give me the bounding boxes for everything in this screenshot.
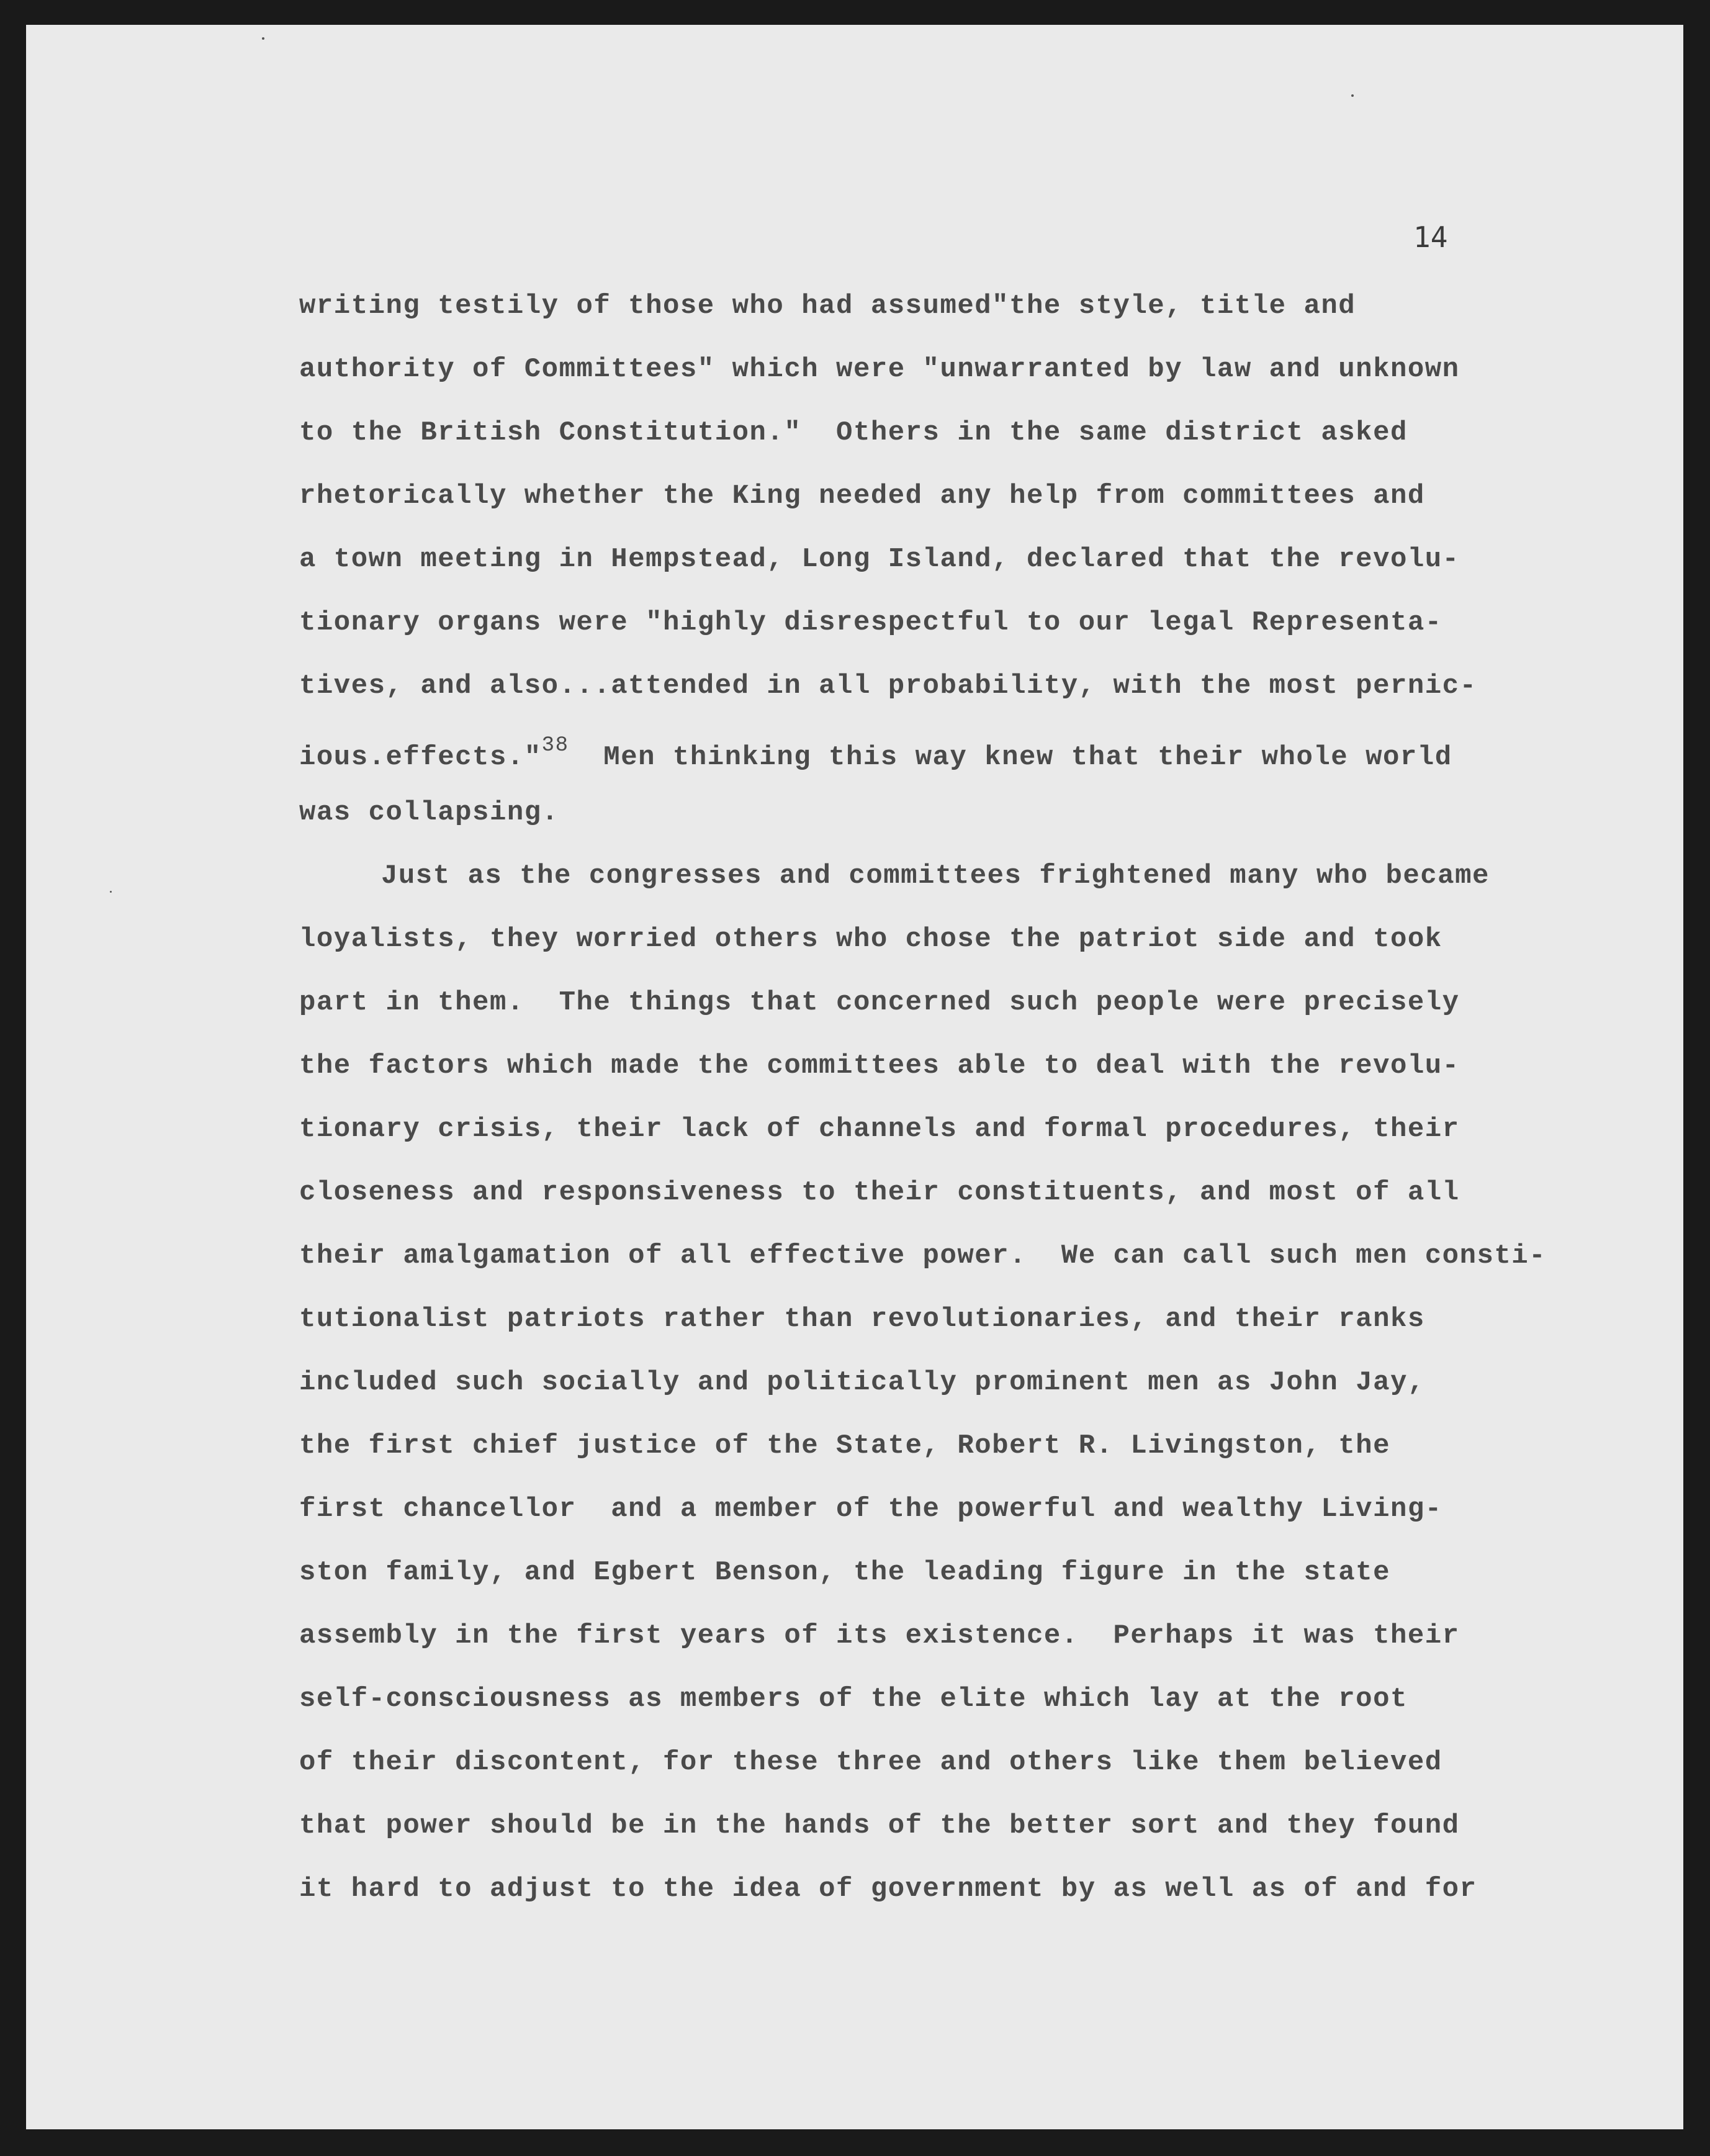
text-line: their amalgamation of all effective power. We can call such men consti- (299, 1240, 1547, 1271)
text-line: part in them. The things that concerned such people were precisely (299, 987, 1460, 1018)
text-line: the factors which made the committees able to deal with the revolu- (299, 1050, 1460, 1081)
text-line: self-consciousness as members of the elite which lay at the root (299, 1684, 1408, 1715)
text-line: tutionalist patriots rather than revolutionaries, and their ranks (299, 1304, 1425, 1335)
text-line: Just as the congresses and committees frightened many who became (381, 860, 1490, 891)
text-line: the first chief justice of the State, Robert R. Livingston, the (299, 1430, 1390, 1461)
text-line: writing testily of those who had assumed"the style, title and (299, 291, 1356, 322)
text-line: of their discontent, for these three and others like them believed (299, 1747, 1442, 1778)
page-number: 14 (1413, 220, 1448, 254)
text-line: loyalists, they worried others who chose the patriot side and took (299, 924, 1442, 955)
footnote-marker: 38 (541, 734, 569, 757)
scan-speck (110, 891, 112, 893)
scan-speck (262, 37, 264, 40)
text-line: to the British Constitution." Others in the same district asked (299, 417, 1408, 448)
text-line: tives, and also...attended in all probability, with the most pernic- (299, 670, 1477, 701)
text-line: tionary crisis, their lack of channels and formal procedures, their (299, 1114, 1460, 1145)
text-segment: ious.effects." (299, 742, 542, 773)
scan-speck (1351, 94, 1354, 97)
text-line: authority of Committees" which were "unwarranted by law and unknown (299, 354, 1460, 385)
text-line: tionary organs were "highly disrespectful to our legal Representa- (299, 607, 1442, 638)
text-line: rhetorically whether the King needed any help from committees and (299, 480, 1425, 512)
text-line-with-footnote (299, 734, 1452, 773)
text-line: included such socially and politically prominent men as John Jay, (299, 1367, 1425, 1398)
text-line: first chancellor and a member of the powerful and wealthy Living- (299, 1494, 1442, 1525)
typewritten-page (26, 25, 1683, 2129)
text-line: assembly in the first years of its existence. Perhaps it was their (299, 1620, 1460, 1651)
text-line: ston family, and Egbert Benson, the leading figure in the state (299, 1557, 1390, 1588)
text-line: a town meeting in Hempstead, Long Island, declared that the revolu- (299, 544, 1460, 575)
text-line: was collapsing. (299, 797, 559, 828)
text-segment: Men thinking this way knew that their whole world (569, 742, 1452, 773)
text-line: closeness and responsiveness to their constituents, and most of all (299, 1177, 1460, 1208)
text-line: it hard to adjust to the idea of government by as well as of and for (299, 1874, 1477, 1905)
text-line: that power should be in the hands of the better sort and they found (299, 1810, 1460, 1841)
